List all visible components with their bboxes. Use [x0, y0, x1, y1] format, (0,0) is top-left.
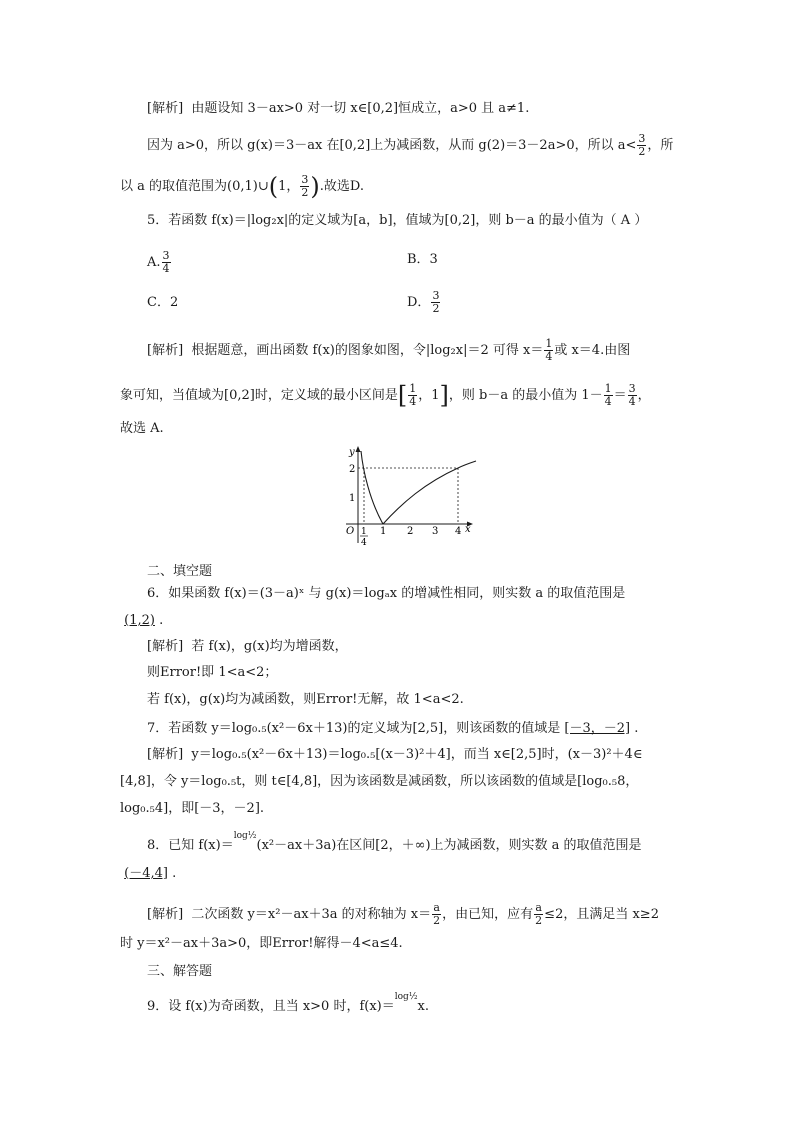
q6-stem: 6．如果函数 f(x)＝(3－a)ˣ 与 g(x)＝logₐx 的增减性相同，则实数 a 的取值范围是: [147, 586, 626, 601]
q7-stem-line: 7．若函数 y＝log₀.₅(x²－6x＋13)的定义域为[2,5]，则该函数的值域是 [－3，－2] .: [147, 721, 639, 736]
section-fill-in: 二、填空题: [147, 564, 213, 579]
x-tick-3: 3: [432, 526, 439, 537]
fraction: $\frac{3}{2}$: [301, 173, 309, 199]
q4-analysis-text1: 由题设知 3－ax>0 对一切 x∈[0,2]恒成立，a>0 且 a≠1.: [191, 101, 530, 116]
x-tick-frac-den: 4: [361, 538, 367, 548]
q7-analysis-line2: [4,8]，令 y＝log₀.₅t，则 t∈[4,8]，因为该函数是减函数，所以该函数的值域是[log₀.₅8，: [120, 774, 639, 789]
analysis-tag: [解析]: [147, 747, 184, 762]
q7-answer: [－3，－2]: [564, 721, 631, 736]
analysis-tag: [解析]: [147, 907, 184, 922]
fraction: $\frac{3}{2}$: [638, 132, 646, 158]
q8-analysis-line1: [解析] 二次函数 y＝x²－ax＋3a 的对称轴为 x＝ $\frac{a}{2}$ ，由已知，应有 $\frac{a}{2}$ ≤2，且满足当 x≥2: [147, 901, 659, 927]
q8-stem: 8．已知 f(x)＝log½(x²－ax＋3a)在区间[2，＋∞)上为减函数，则实数 a 的取值范围是: [147, 831, 642, 853]
section-solve: 三、解答题: [147, 964, 213, 979]
q4-analysis-text3a: 以 a 的取值范围为(0,1)∪: [120, 179, 269, 194]
origin-label: O: [346, 526, 355, 537]
function-graph: [340, 443, 480, 553]
y-tick-1: 1: [349, 493, 356, 504]
q6-answer-line: (1,2) .: [124, 613, 164, 628]
q5-option-b: B．3: [407, 252, 438, 267]
y-axis-label: y: [349, 447, 355, 458]
q7-analysis-line3: log₀.₅4]，即[－3，－2].: [120, 801, 265, 816]
q9-stem: 9．设 f(x)为奇函数，且当 x>0 时，f(x)＝log½x.: [147, 992, 430, 1014]
q5-analysis-line2: 象可知，当值域为[0,2]时，定义域的最小区间是[ $\frac{1}{4}$ ，1]，则 b－a 的最小值为 1－ $\frac{1}{4}$ ＝ $\frac{3}{4}$ ，: [120, 381, 651, 410]
q4-analysis-text3b: .故选D.: [319, 179, 364, 194]
q5-option-d: D． $\frac{3}{2}$: [407, 289, 440, 315]
q4-analysis-line2: [147, 133, 673, 158]
x-tick-1: 1: [380, 526, 387, 537]
q4-analysis-text2a: 因为 a>0，所以 g(x)＝3－ax 在[0,2]上为减函数，从而 g(2)＝3－2a>0，所以 a<: [147, 138, 637, 153]
q4-analysis-line1: [147, 100, 529, 118]
x-tick-2: 2: [407, 526, 414, 537]
q4-analysis-line3: 以 a 的取值范围为(0,1)∪(1， $\frac{3}{2}$ ).故选D.: [120, 172, 364, 201]
q6-analysis-line2: 则Error!即 1<a<2；: [147, 665, 278, 680]
x-tick-frac-num: 1: [361, 527, 367, 537]
analysis-tag: [解析]: [147, 343, 184, 358]
q5-stem: 5．若函数 f(x)＝|log₂x|的定义域为[a，b]，值域为[0,2]，则 b－a 的最小值为（ A ）: [147, 213, 648, 228]
q6-analysis-line1: [解析] 若 f(x)，g(x)均为增函数，: [147, 639, 348, 654]
q4-analysis-text2b: ，所: [647, 138, 674, 153]
x-axis-label: x: [465, 524, 471, 535]
y-axis-arrow: [356, 446, 361, 452]
q6-analysis-line3: 若 f(x)，g(x)均为减函数，则Error!无解，故 1<a<2.: [147, 692, 464, 707]
q8-answer: (－4,4]: [124, 866, 168, 881]
y-tick-2: 2: [349, 464, 356, 475]
q5-option-c: C．2: [147, 295, 179, 310]
q5-analysis-line3: 故选 A.: [120, 421, 164, 436]
curve-right: [383, 461, 476, 524]
x-tick-4: 4: [455, 526, 462, 537]
analysis-tag: [解析]: [147, 639, 184, 654]
q8-analysis-line2: 时 y＝x²－ax＋3a>0，即Error!解得－4<a≤4.: [120, 936, 403, 951]
q8-answer-line: (－4,4] .: [124, 866, 177, 881]
q5-analysis-line1: [解析] 根据题意，画出函数 f(x)的图象如图，令|log₂x|＝2 可得 x＝ $\frac{1}{4}$ 或 x＝4.由图: [147, 337, 631, 363]
q6-answer: (1,2): [124, 613, 155, 628]
analysis-tag: [解析]: [147, 101, 184, 116]
q7-analysis-line1: [解析] y＝log₀.₅(x²－6x＋13)＝log₀.₅[(x－3)²＋4]，而当 x∈[2,5]时，(x－3)²＋4∈: [147, 747, 643, 762]
q5-option-a: A. $\frac{3}{4}$: [147, 249, 170, 275]
